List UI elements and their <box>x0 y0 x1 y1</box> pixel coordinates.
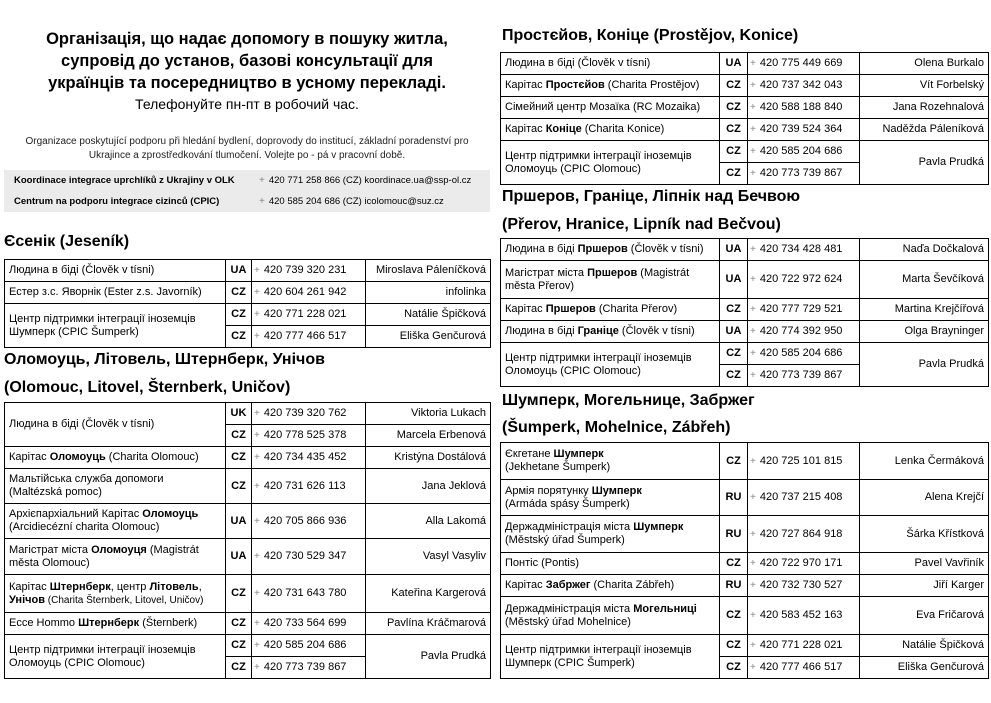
phone-plus-icon: + <box>750 146 756 157</box>
contact-person: Vít Forbelský <box>860 75 989 97</box>
contact-person: Natálie Špičková <box>366 304 491 326</box>
phone-number[interactable]: + 420 773 739 867 <box>252 657 366 679</box>
section-subtitle-olomouc: (Olomouc, Litovel, Šternberk, Uničov) <box>4 379 291 396</box>
org-name: Людина в біді Граніце (Člověk v tísni) <box>501 321 720 343</box>
contact-person: Pavel Vavřiník <box>860 553 989 575</box>
phone-plus-icon: + <box>254 287 260 298</box>
language-badge: CZ <box>720 443 748 480</box>
intro-title-line: Організація, що надає допомогу в пошуку житла, <box>46 30 448 48</box>
phone-plus-icon: + <box>750 348 756 359</box>
section-title-prostejov: Простєйов, Коніце (Prostějov, Konice) <box>502 27 799 44</box>
phone-number[interactable]: + 420 771 228 021 <box>748 635 860 657</box>
language-badge: CZ <box>720 657 748 679</box>
contact-person: Pavla Prudká <box>860 141 989 185</box>
contact-person: Miroslava Páleníčková <box>366 260 491 282</box>
table-row <box>5 635 491 657</box>
contact-person: Kateřina Kargerová <box>366 575 491 613</box>
phone-plus-icon: + <box>254 640 260 651</box>
phone-plus-icon: + <box>254 662 260 673</box>
org-name: Центр підтримки інтеграції іноземців Оломоуць (CPIC Olomouc) <box>501 141 720 185</box>
intro-title <box>4 28 490 94</box>
table-row <box>501 516 989 553</box>
language-badge: CZ <box>226 326 252 348</box>
phone-plus-icon: + <box>750 492 756 503</box>
org-name: Естер з.с. Яворнік (Ester z.s. Javorník) <box>5 282 226 304</box>
table-row <box>501 635 989 657</box>
contact-person: Vasyl Vasyliv <box>366 539 491 575</box>
language-badge: CZ <box>720 597 748 635</box>
phone-number[interactable]: + 420 734 428 481 <box>748 239 860 261</box>
phone-plus-icon: + <box>254 515 260 527</box>
phone-number[interactable]: + 420 774 392 950 <box>748 321 860 343</box>
phone-number[interactable]: + 420 722 972 624 <box>748 261 860 299</box>
phone-plus-icon: + <box>750 102 756 113</box>
phone-plus-icon: + <box>254 309 260 320</box>
org-name: Єкгетане Шумперк (Jekhetane Šumperk) <box>501 443 720 480</box>
phone-number[interactable]: + 420 777 466 517 <box>748 657 860 679</box>
phone-number[interactable]: + 420 585 204 686 <box>748 141 860 163</box>
language-badge: CZ <box>720 119 748 141</box>
language-badge: CZ <box>226 425 252 447</box>
phone-plus-icon: + <box>750 124 756 135</box>
org-name: Людина в біді (Člověk v tísni) <box>5 260 226 282</box>
org-name: Армія порятунку Шумперк (Armáda spásy Šumperk) <box>501 480 720 516</box>
phone-plus-icon: + <box>750 580 756 591</box>
org-name: Карітас Пршеров (Charita Přerov) <box>501 299 720 321</box>
phone-plus-icon: + <box>750 370 756 381</box>
phone-plus-icon: + <box>750 274 756 285</box>
intro-title-line: українців та посередництво в усному перекладі. <box>48 74 446 92</box>
contact-person: Kristýna Dostálová <box>366 447 491 469</box>
contact-person: Natálie Špičková <box>860 635 989 657</box>
contact-person: Jana Jeklová <box>366 469 491 504</box>
phone-plus-icon: + <box>750 640 756 651</box>
org-name: Центр підтримки інтеграції іноземців Оломоуць (CPIC Olomouc) <box>5 635 226 679</box>
contact-person: Martina Krejčířová <box>860 299 989 321</box>
phone-number[interactable]: + 420 730 529 347 <box>252 539 366 575</box>
section-title-sumperk: Шумперк, Могельнице, Забржег <box>502 392 755 409</box>
intro-czech-line: Ukrajince a zprostředkování tlumočení. Volejte po - pá v pracovní době. <box>88 150 406 161</box>
phone-plus-icon: + <box>254 408 260 419</box>
phone-plus-icon: + <box>750 80 756 91</box>
contact-person: Jana Rozehnalová <box>860 97 989 119</box>
phone-plus-icon: + <box>254 265 260 276</box>
language-badge: UA <box>226 260 252 282</box>
phone-plus-icon: + <box>254 331 260 342</box>
contacts-table-jesenik <box>4 259 491 348</box>
org-name: Людина в біді (Člověk v tísni) <box>501 53 720 75</box>
org-name: Держадміністрація міста Могельниці (Městský úřad Mohelnice) <box>501 597 720 635</box>
phone-plus-icon: + <box>254 480 260 492</box>
org-name: Магістрат міста Оломоуця (Magistrát města Olomouc) <box>5 539 226 575</box>
phone-plus-icon: + <box>750 610 756 621</box>
table-row <box>501 480 989 516</box>
phone-plus-icon: + <box>750 244 756 255</box>
table-row <box>501 119 989 141</box>
language-badge: CZ <box>226 282 252 304</box>
contact-person: Alla Lakomá <box>366 504 491 539</box>
language-badge: CZ <box>226 447 252 469</box>
language-badge: CZ <box>226 304 252 326</box>
language-badge: CZ <box>226 657 252 679</box>
contact-person: Olena Burkalo <box>860 53 989 75</box>
contacts-table-prostejov <box>500 52 989 185</box>
coordination-contact: + 420 771 258 866 (CZ) koordinace.ua@ssp-ol.cz <box>259 175 472 186</box>
intro-czech-text <box>4 135 490 163</box>
intro-subtitle: Телефонуйте пн-пт в робочий час. <box>135 96 359 112</box>
table-row <box>501 553 989 575</box>
table-row <box>501 321 989 343</box>
language-badge: CZ <box>720 97 748 119</box>
coordination-name: Centrum na podporu integrace cizinců (CPIC) <box>14 196 220 207</box>
phone-number[interactable]: + 420 727 864 918 <box>748 516 860 553</box>
table-row <box>5 260 491 282</box>
contact-person: Pavla Prudká <box>860 343 989 387</box>
phone-number[interactable]: + 420 604 261 942 <box>252 282 366 304</box>
org-name: Центр підтримки інтеграції іноземців Шумперк (CPIC Šumperk) <box>5 304 226 348</box>
phone-number[interactable]: + 420 777 466 517 <box>252 326 366 348</box>
section-title-olomouc: Оломоуць, Літовель, Штернберк, Унічов <box>4 351 325 368</box>
phone-number[interactable]: + 420 737 215 408 <box>748 480 860 516</box>
phone-number[interactable]: + 420 739 320 231 <box>252 260 366 282</box>
table-row <box>5 613 491 635</box>
phone-plus-icon: + <box>254 588 260 599</box>
language-badge: UA <box>226 539 252 575</box>
table-row <box>5 504 491 539</box>
language-badge: CZ <box>720 75 748 97</box>
language-badge: UK <box>226 403 252 425</box>
phone-number[interactable]: + 420 733 564 699 <box>252 613 366 635</box>
language-badge: RU <box>720 516 748 553</box>
phone-plus-icon: + <box>254 452 260 463</box>
contact-person: Marcela Erbenová <box>366 425 491 447</box>
org-name: Мальтійська служба допомоги (Maltézská pomoc) <box>5 469 226 504</box>
contact-person: Jiří Karger <box>860 575 989 597</box>
coordination-name: Koordinace integrace uprchlíků z Ukrajiny v OLK <box>14 175 235 186</box>
coordination-contact: + 420 585 204 686 (CZ) icolomouc@suz.cz <box>259 196 444 207</box>
table-row <box>5 539 491 575</box>
phone-plus-icon: + <box>750 558 756 569</box>
coordination-row <box>4 191 490 212</box>
table-row <box>501 343 989 365</box>
org-name: Карітас Коніце (Charita Konice) <box>501 119 720 141</box>
table-row <box>501 97 989 119</box>
contact-person: Marta Ševčíková <box>860 261 989 299</box>
phone-number[interactable]: + 420 775 449 669 <box>748 53 860 75</box>
phone-number[interactable]: + 420 739 524 364 <box>748 119 860 141</box>
section-subtitle-sumperk: (Šumperk, Mohelnice, Zábřeh) <box>502 419 731 436</box>
language-badge: CZ <box>720 553 748 575</box>
contact-person: Olga Brayninger <box>860 321 989 343</box>
phone-number[interactable]: + 420 731 626 113 <box>252 469 366 504</box>
phone-number[interactable]: + 420 771 228 021 <box>252 304 366 326</box>
phone-number[interactable]: + 420 585 204 686 <box>748 343 860 365</box>
phone-plus-icon: + <box>750 168 756 179</box>
section-subtitle-prerov: (Přerov, Hranice, Lipník nad Bečvou) <box>502 216 781 233</box>
phone-number[interactable]: + 420 585 204 686 <box>252 635 366 657</box>
phone-plus-icon: + <box>750 58 756 69</box>
org-name: Магістрат міста Пршеров (Magistrát města Přerov) <box>501 261 720 299</box>
language-badge: CZ <box>226 469 252 504</box>
language-badge: CZ <box>720 299 748 321</box>
table-row <box>5 282 491 304</box>
table-row <box>501 443 989 480</box>
contacts-table-olomouc <box>4 402 491 679</box>
phone-plus-icon: + <box>259 196 265 207</box>
phone-plus-icon: + <box>254 551 260 562</box>
phone-plus-icon: + <box>254 618 260 629</box>
language-badge: CZ <box>720 635 748 657</box>
coordination-box <box>4 170 490 212</box>
contact-person: Lenka Čermáková <box>860 443 989 480</box>
coordination-row <box>4 170 490 191</box>
phone-number[interactable]: + 420 773 739 867 <box>748 163 860 185</box>
contact-person: infolinka <box>366 282 491 304</box>
table-row <box>501 75 989 97</box>
contact-person: Eliška Genčurová <box>366 326 491 348</box>
contacts-table-sumperk <box>500 442 989 679</box>
phone-number[interactable]: + 420 722 970 171 <box>748 553 860 575</box>
phone-plus-icon: + <box>259 175 265 186</box>
table-row <box>5 575 491 613</box>
phone-number[interactable]: + 420 773 739 867 <box>748 365 860 387</box>
phone-number[interactable]: + 420 734 435 452 <box>252 447 366 469</box>
phone-number[interactable]: + 420 725 101 815 <box>748 443 860 480</box>
contact-person: Eva Fričarová <box>860 597 989 635</box>
contact-person: Naďa Dočkalová <box>860 239 989 261</box>
phone-number[interactable]: + 420 732 730 527 <box>748 575 860 597</box>
language-badge: CZ <box>720 163 748 185</box>
org-name: Сімейний центр Мозаїка (RC Mozaika) <box>501 97 720 119</box>
language-badge: UA <box>226 504 252 539</box>
language-badge: CZ <box>226 575 252 613</box>
table-row <box>501 239 989 261</box>
phone-number[interactable]: + 420 588 188 840 <box>748 97 860 119</box>
phone-plus-icon: + <box>254 430 260 441</box>
table-row <box>501 53 989 75</box>
org-name: Людина в біді (Člověk v tísni) <box>5 403 226 447</box>
table-row <box>501 261 989 299</box>
table-row <box>5 447 491 469</box>
table-row <box>501 575 989 597</box>
contacts-table-prerov <box>500 238 989 387</box>
phone-number[interactable]: + 420 777 729 521 <box>748 299 860 321</box>
phone-plus-icon: + <box>750 662 756 673</box>
language-badge: UA <box>720 261 748 299</box>
table-row <box>5 304 491 326</box>
language-badge: RU <box>720 480 748 516</box>
language-badge: UA <box>720 321 748 343</box>
language-badge: CZ <box>226 635 252 657</box>
contact-person: Šárka Křístková <box>860 516 989 553</box>
section-title-jesenik: Єсенік (Jeseník) <box>4 233 130 250</box>
org-name: Карітас Простєйов (Charita Prostějov) <box>501 75 720 97</box>
org-name: Архієпархіальний Карітас Оломоуць (Arcidiecézní charita Olomouc) <box>5 504 226 539</box>
org-name: Держадміністрація міста Шумперк (Městský úřad Šumperk) <box>501 516 720 553</box>
table-row <box>501 299 989 321</box>
phone-plus-icon: + <box>750 304 756 315</box>
org-name: Карітас Штернберк, центр Літовель, Унічов (Charita Šternberk, Litovel, Uničov) <box>5 575 226 613</box>
org-name: Людина в біді Пршеров (Člověk v tísni) <box>501 239 720 261</box>
contact-person: Viktoria Lukach <box>366 403 491 425</box>
org-name: Центр підтримки інтеграції іноземців Шумперк (CPIC Šumperk) <box>501 635 720 679</box>
table-row <box>5 403 491 425</box>
contact-person: Eliška Genčurová <box>860 657 989 679</box>
phone-number[interactable]: + 420 583 452 163 <box>748 597 860 635</box>
contact-person: Alena Krejčí <box>860 480 989 516</box>
phone-plus-icon: + <box>750 455 756 467</box>
language-badge: UA <box>720 239 748 261</box>
language-badge: CZ <box>226 613 252 635</box>
intro-title-line: супровід до установ, базові консультації для <box>61 52 433 70</box>
language-badge: UA <box>720 53 748 75</box>
phone-number[interactable]: + 420 731 643 780 <box>252 575 366 613</box>
org-name: Карітас Забржег (Charita Zábřeh) <box>501 575 720 597</box>
language-badge: RU <box>720 575 748 597</box>
phone-number[interactable]: + 420 778 525 378 <box>252 425 366 447</box>
language-badge: CZ <box>720 141 748 163</box>
language-badge: CZ <box>720 365 748 387</box>
org-name: Карітас Оломоуць (Charita Olomouc) <box>5 447 226 469</box>
table-row <box>501 597 989 635</box>
intro-czech-line: Organizace poskytující podporu při hledání bydlení, doprovody do institucí, základní poradenství pro <box>25 136 469 147</box>
phone-plus-icon: + <box>750 326 756 337</box>
org-name: Ecce Hommo Штернберк (Šternberk) <box>5 613 226 635</box>
language-badge: CZ <box>720 343 748 365</box>
table-row <box>501 141 989 163</box>
org-name: Центр підтримки інтеграції іноземців Оломоуць (CPIC Olomouc) <box>501 343 720 387</box>
contact-person: Pavla Prudká <box>366 635 491 679</box>
contact-person: Pavlína Kráčmarová <box>366 613 491 635</box>
phone-number[interactable]: + 420 739 320 762 <box>252 403 366 425</box>
contact-person: Naděžda Páleníková <box>860 119 989 141</box>
phone-number[interactable]: + 420 705 866 936 <box>252 504 366 539</box>
table-row <box>5 469 491 504</box>
section-title-prerov: Пршеров, Граніце, Ліпнік над Бечвою <box>502 188 801 205</box>
phone-plus-icon: + <box>750 528 756 540</box>
org-name: Понтіс (Pontis) <box>501 553 720 575</box>
phone-number[interactable]: + 420 737 342 043 <box>748 75 860 97</box>
